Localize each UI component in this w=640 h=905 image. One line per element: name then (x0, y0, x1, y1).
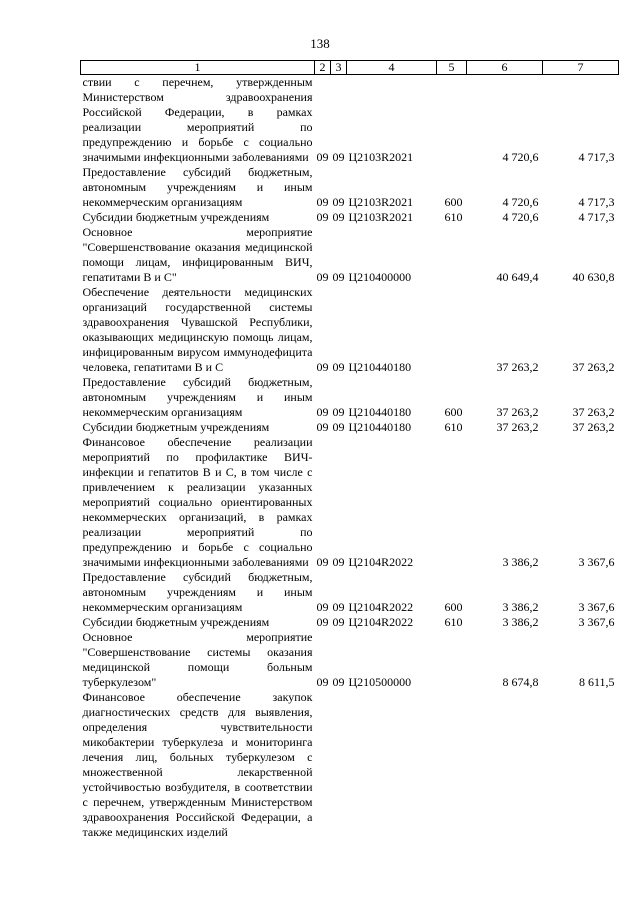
expense-type-cell (437, 225, 467, 285)
expense-type-cell (437, 630, 467, 690)
table-row (81, 75, 619, 166)
section-cell: 09 (316, 150, 329, 164)
row-name-cell: ствии с перечнем, утвержденным Министерством здравоохранения Российской Федерации, в рамках реализации мероприятий по предупреждению и борьбе с социально значимыми инфекционными заболеваниями (82, 75, 313, 164)
row-name-cell: Предоставление субсидий бюджетным, автономным учреждениям и иным некоммерческим организациям (82, 570, 313, 614)
amount-2020-cell: 37 263,2 (572, 405, 615, 419)
expense-type-cell: 610 (444, 420, 463, 434)
expense-type-cell: 610 (444, 210, 463, 224)
section-cell: 09 (316, 405, 329, 419)
amount-2020-cell: 3 367,6 (578, 555, 615, 569)
expense-type-cell (437, 285, 467, 375)
amount-2019-cell: 3 386,2 (502, 600, 539, 614)
amount-2019-cell: 4 720,6 (502, 150, 539, 164)
subsection-cell: 09 (332, 195, 345, 209)
table-header-row (81, 61, 619, 75)
amount-2019-cell: 4 720,6 (502, 195, 539, 209)
target-article-cell: Ц2103R2021 (348, 150, 414, 164)
row-name-cell: Предоставление субсидий бюджетным, автономным учреждениям и иным некоммерческим организациям (82, 375, 313, 419)
subsection-cell: 09 (332, 150, 345, 164)
table-row (81, 570, 619, 615)
subsection-cell: 09 (332, 360, 345, 374)
column-header: 5 (437, 61, 467, 75)
target-article-cell: Ц210500000 (348, 675, 412, 689)
column-header: 3 (331, 61, 347, 75)
section-cell: 09 (316, 270, 329, 284)
amount-2019-cell: 37 263,2 (496, 360, 539, 374)
section-cell: 09 (316, 555, 329, 569)
section-cell: 09 (316, 615, 329, 629)
amount-2019-cell: 3 386,2 (502, 555, 539, 569)
column-header: 6 (467, 61, 543, 75)
table-row (81, 285, 619, 375)
row-name-cell: Предоставление субсидий бюджетным, автономным учреждениям и иным некоммерческим организациям (82, 165, 313, 209)
section-cell: 09 (316, 675, 329, 689)
target-article-cell: Ц2104R2022 (348, 600, 414, 614)
amount-2020-cell: 4 717,3 (578, 195, 615, 209)
table-row (81, 210, 619, 225)
column-header: 2 (315, 61, 331, 75)
target-article-cell (347, 690, 437, 840)
table-row (81, 375, 619, 420)
subsection-cell: 09 (332, 600, 345, 614)
amount-2020-cell: 37 263,2 (572, 360, 615, 374)
amount-2020-cell: 4 717,3 (578, 150, 615, 164)
table-row (81, 630, 619, 690)
table-row (81, 225, 619, 285)
section-cell (315, 690, 331, 840)
amount-2019-cell: 8 674,8 (502, 675, 539, 689)
subsection-cell: 09 (332, 210, 345, 224)
subsection-cell (331, 690, 347, 840)
expense-type-cell: 600 (444, 600, 463, 614)
amount-2020-cell: 3 367,6 (578, 600, 615, 614)
amount-2020-cell: 37 263,2 (572, 420, 615, 434)
subsection-cell: 09 (332, 420, 345, 434)
expense-type-cell: 610 (444, 615, 463, 629)
column-header: 4 (347, 61, 437, 75)
expense-type-cell (437, 435, 467, 570)
column-header: 1 (81, 61, 315, 75)
amount-2019-cell: 40 649,4 (496, 270, 539, 284)
page-number: 138 (310, 36, 330, 51)
table-row (81, 165, 619, 210)
target-article-cell: Ц2103R2021 (348, 210, 414, 224)
row-name-cell: Субсидии бюджетным учреждениям (82, 615, 270, 629)
subsection-cell: 09 (332, 615, 345, 629)
section-cell: 09 (316, 210, 329, 224)
amount-2020-cell: 8 611,5 (578, 675, 615, 689)
amount-2020-cell (543, 690, 619, 840)
section-cell: 09 (316, 600, 329, 614)
row-name-cell: Основное мероприятие "Совершенствование системы оказания медицинской помощи больным туберкулезом" (82, 630, 313, 689)
table-row (81, 615, 619, 630)
amount-2019-cell: 4 720,6 (502, 210, 539, 224)
table-row (81, 420, 619, 435)
target-article-cell: Ц210440180 (348, 420, 412, 434)
row-name-cell: Основное мероприятие "Совершенствование оказания медицинской помощи лицам, инфицированным ВИЧ, гепатитами В и С" (82, 225, 313, 284)
target-article-cell: Ц210440180 (348, 405, 412, 419)
amount-2019-cell: 37 263,2 (496, 405, 539, 419)
subsection-cell: 09 (332, 270, 345, 284)
table-body (81, 75, 619, 841)
amount-2020-cell: 4 717,3 (578, 210, 615, 224)
target-article-cell: Ц2104R2022 (348, 615, 414, 629)
subsection-cell: 09 (332, 555, 345, 569)
row-name-cell: Субсидии бюджетным учреждениям (82, 420, 270, 434)
row-name-cell: Финансовое обеспечение закупок диагностических средств для выявления, определения чувствительности микобактерии туберкулеза и мониторинга лечения лиц, больных туберкулезом с множественной лекарственной устойчивостью возбудителя, в соответствии с перечнем, утвержденным Министерством здравоохранения Российской Федерации, а также медицинских изделий (82, 690, 313, 839)
amount-2019-cell: 37 263,2 (496, 420, 539, 434)
amount-2020-cell: 40 630,8 (572, 270, 615, 284)
budget-table (80, 60, 619, 840)
subsection-cell: 09 (332, 675, 345, 689)
expense-type-cell (437, 690, 467, 840)
target-article-cell: Ц2103R2021 (348, 195, 414, 209)
expense-type-cell: 600 (444, 195, 463, 209)
column-header: 7 (543, 61, 619, 75)
target-article-cell: Ц210400000 (348, 270, 412, 284)
table-row (81, 435, 619, 570)
amount-2020-cell: 3 367,6 (578, 615, 615, 629)
section-cell: 09 (316, 195, 329, 209)
row-name-cell: Обеспечение деятельности медицинских организаций государственной системы здравоохранения Чувашской Республики, оказывающих медицинскую помощь лицам, инфицированным вирусом иммунодефицита человека, гепатитами В и С (82, 285, 313, 374)
amount-2019-cell: 3 386,2 (502, 615, 539, 629)
section-cell: 09 (316, 360, 329, 374)
row-name-cell: Финансовое обеспечение реализации мероприятий по профилактике ВИЧ-инфекции и гепатитов В и С, в том числе с привлечением к реализации указанных мероприятий социально ориентированных некоммерческих организаций, в рамках реализации мероприятий по предупреждению и борьбе с социально значимыми инфекционными заболеваниями (82, 435, 313, 569)
target-article-cell: Ц2104R2022 (348, 555, 414, 569)
expense-type-cell (437, 75, 467, 166)
table-row (81, 690, 619, 840)
target-article-cell: Ц210440180 (348, 360, 412, 374)
row-name-cell: Субсидии бюджетным учреждениям (82, 210, 270, 224)
section-cell: 09 (316, 420, 329, 434)
amount-2019-cell (467, 690, 543, 840)
subsection-cell: 09 (332, 405, 345, 419)
expense-type-cell: 600 (444, 405, 463, 419)
